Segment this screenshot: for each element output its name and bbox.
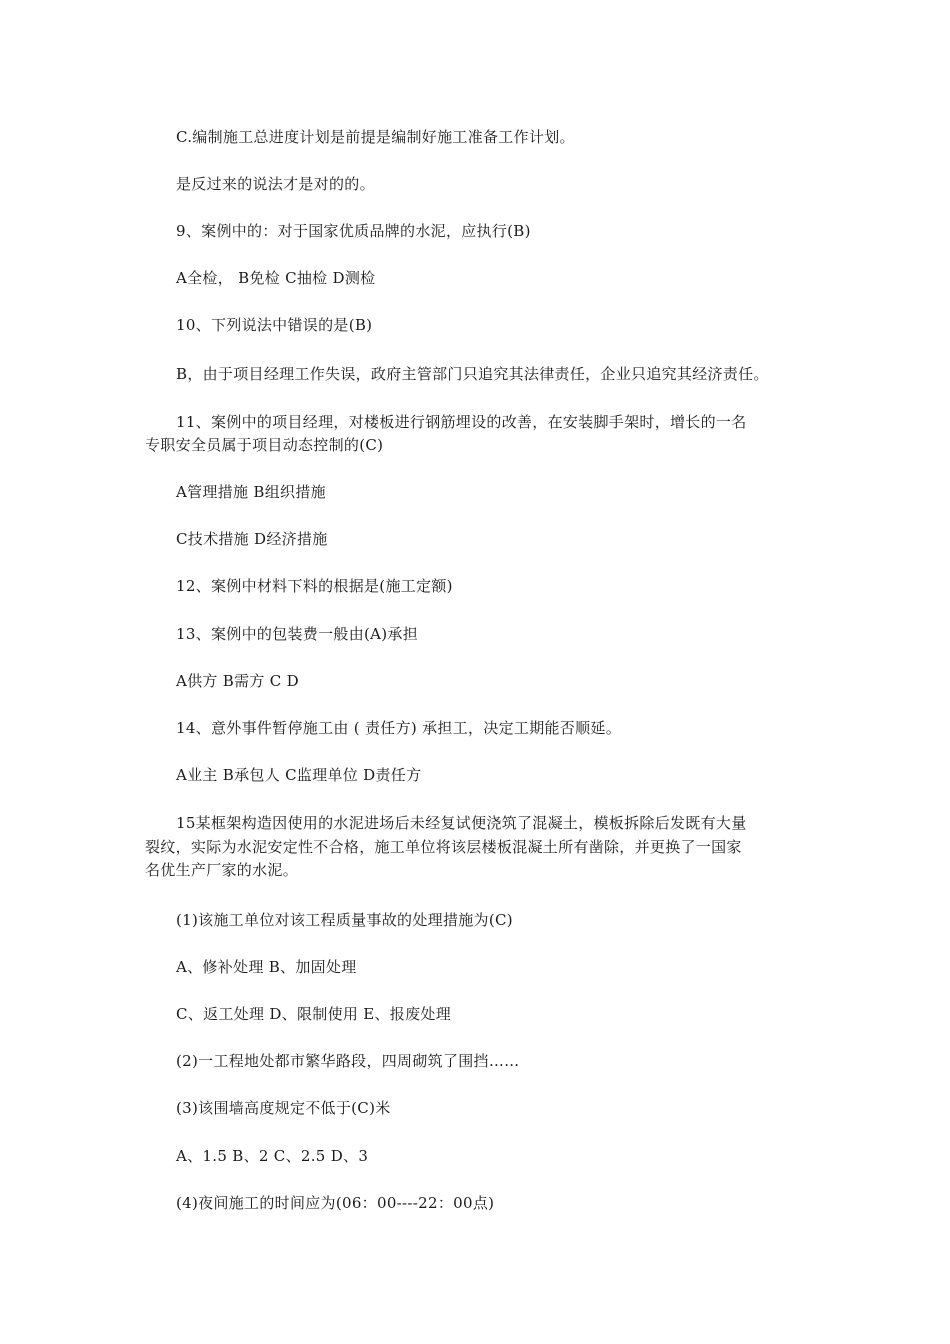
question-15-line-3: 名优生产厂家的水泥。 bbox=[145, 861, 299, 879]
question-13: 13、案例中的包装费一般由(A)承担 bbox=[176, 625, 419, 643]
question-15-sub-1-options-1: A、修补处理 B、加固处理 bbox=[176, 958, 357, 976]
question-15-sub-4: (4)夜间施工的时间应为(06：00----22：00点) bbox=[176, 1194, 495, 1212]
paragraph-note: 是反过来的说法才是对的的。 bbox=[176, 175, 375, 193]
question-9-options: A全检， B免检 C抽检 D测检 bbox=[176, 269, 376, 287]
question-15-line-1: 15某框架构造因使用的水泥进场后未经复试便浇筑了混凝土，模板拆除后发既有大量 bbox=[176, 814, 747, 832]
question-14-options: A业主 B承包人 C监理单位 D责任方 bbox=[176, 766, 422, 784]
question-11-line-2: 专职安全员属于项目动态控制的(C) bbox=[145, 436, 384, 454]
question-15-sub-1: (1)该施工单位对该工程质量事故的处理措施为(C) bbox=[176, 911, 513, 929]
question-12: 12、案例中材料下料的根据是(施工定额) bbox=[176, 577, 453, 595]
question-15-sub-1-options-2: C、返工处理 D、限制使用 E、报废处理 bbox=[176, 1005, 451, 1023]
paragraph-option-c: C.编制施工总进度计划是前提是编制好施工准备工作计划。 bbox=[176, 128, 575, 146]
question-11-options-1: A管理措施 B组织措施 bbox=[176, 483, 326, 501]
question-10-answer: B，由于项目经理工作失误，政府主管部门只追究其法律责任，企业只追究其经济责任。 bbox=[176, 365, 769, 383]
question-10: 10、下列说法中错误的是(B) bbox=[176, 316, 373, 334]
question-14: 14、意外事件暂停施工由 ( 责任方) 承担工，决定工期能否顺延。 bbox=[176, 719, 621, 737]
question-15-sub-3: (3)该围墙高度规定不低于(C)米 bbox=[176, 1099, 391, 1117]
question-13-options: A供方 B需方 C D bbox=[176, 672, 299, 690]
question-11-line-1: 11、案例中的项目经理，对楼板进行钢筋埋设的改善，在安装脚手架时，增长的一名 bbox=[176, 413, 747, 431]
question-11-options-2: C技术措施 D经济措施 bbox=[176, 530, 328, 548]
question-15-sub-3-options: A、1.5 B、2 C、2.5 D、3 bbox=[176, 1147, 369, 1165]
question-9: 9、案例中的：对于国家优质品牌的水泥，应执行(B) bbox=[176, 222, 531, 240]
question-15-line-2: 裂纹，实际为水泥安定性不合格，施工单位将该层楼板混凝土所有凿除，并更换了一国家 bbox=[145, 838, 742, 856]
question-15-sub-2: (2)一工程地处都市繁华路段，四周砌筑了围挡…… bbox=[176, 1052, 520, 1070]
